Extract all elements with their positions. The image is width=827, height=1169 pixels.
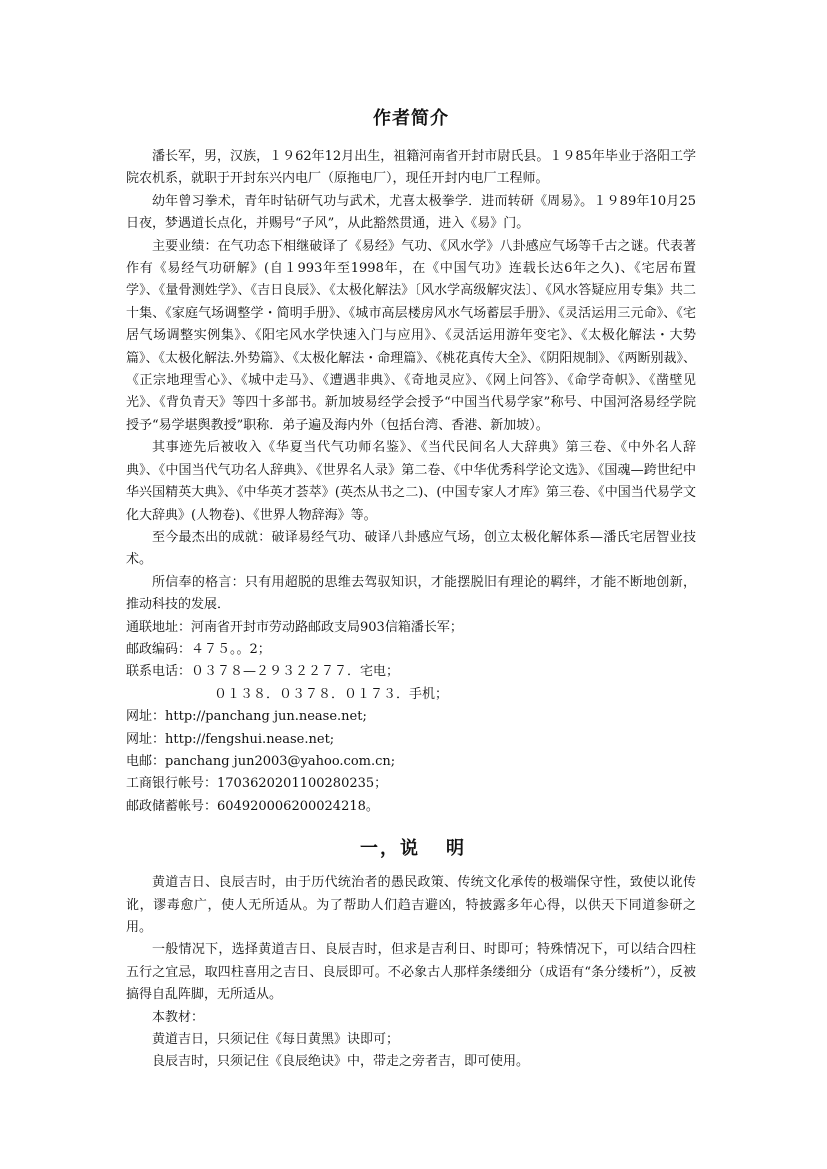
author-youth-paragraph: 幼年曾习拳术，青年时钻研气功与武术，尤喜太极拳学．进而转研《周易》。１９89年10月25日夜，梦遇道长点化，并赐号“子风”，从此豁然贯通，进入《易》门。	[126, 193, 696, 232]
contact-block	[126, 617, 696, 819]
contact-website-2: 网址：http://fengshui.nease.net;	[126, 731, 335, 747]
rule-lucky-hour: 良辰吉时，只须记住《良辰绝诀》中，带走之旁者吉，即可使用。	[152, 1054, 530, 1070]
section-title-part1: 一，说	[360, 838, 420, 860]
contact-email: 电邮：panchang jun2003@yahoo.com.cn;	[126, 753, 396, 769]
author-recognition-paragraph: 其事迹先后被收入《华夏当代气功师名鉴》、《当代民间名人大辞典》第三卷、《中外名人辞典》、《中国当代气功名人辞典》、《世界名人录》第二卷、《中华优秀科学论文选》、《国魂—跨世纪中华兴国精英大典》、《中华英才荟萃》(英杰从书之二)、(中国专家人才库》第三卷、《中国当代易学文化大辞典》(人物卷)、《世界人物辞海》等。	[126, 440, 696, 523]
contact-website-1: 网址：http://panchang jun.nease.net;	[126, 709, 367, 725]
section-title-explanation	[126, 834, 696, 860]
contact-address: 通联地址：河南省开封市劳动路邮政支局903信箱潘长军；	[126, 619, 463, 635]
explanation-paragraph-2: 一般情况下，选择黄道吉日、良辰吉时，但求是吉利日、时即可；特殊情况下，可以结合四柱五行之宜忌，取四柱喜用之吉日、良辰即可。不必象古人那样条缕细分（成语有“条分缕析”），反被搞得自乱阵脚，无所适从。	[126, 942, 696, 1003]
author-bio-paragraph: 潘长军，男，汉族，１９62年12月出生，祖籍河南省开封市尉氏县。１９85年毕业于洛阳工学院农机系，就职于开封东兴内电厂（原拖电厂），现任开封内电厂工程师。	[126, 149, 696, 187]
section-title-part2: 明	[446, 838, 466, 860]
author-motto-paragraph: 所信奉的格言：只有用超脱的思维去驾驭知识，才能摆脱旧有理论的羁绊，才能不断地创新，推动科技的发展．	[126, 574, 696, 613]
explanation-paragraph-1: 黄道吉日、良辰吉时，由于历代统治者的愚民政策、传统文化承传的极端保守性，致使以讹传讹，谬毒愈广，使人无所适从。为了帮助人们趋吉避凶，特披露多年心得，以供天下同道参研之用。	[126, 875, 696, 935]
document-page	[126, 104, 696, 1074]
contact-postcode: 邮政编码：４７５。。2；	[126, 641, 271, 657]
author-achievements-paragraph: 主要业绩：在气功态下相继破译了《易经》气功、《风水学》八卦感应气场等千古之谜。代表著作有《易经气功研解》(自１993年至1998年，在《中国气功》连载长达6年之久)、《宅居布置学》、《量骨测姓学》、《吉日良辰》、《太极化解法》〔风水学高级解灾法〕、《风水答疑应用专集》共二十集、《家庭气场调整学・简明手册》、《城市高层楼房风水气场蓄层手册》、《灵活运用三元命》、《宅居气场调整实例集》、《阳宅风水学快速入门与应用》、《灵活运用游年变宅》、《太极化解法・大势篇》、《太极化解法.外势篇》、《太极化解法・命理篇》、《桃花真传大全》、《阴阳规制》、《两断别裁》、《正宗地理雪心》、《城中走马》、《遭遇非典》、《奇地灵应》、《网上问答》、《命学奇帜》、《凿壁见光》、《背负青天》等四十多部书。新加坡易经学会授予“中国当代易学家”称号、中国河洛易经学院授予“易学堪舆教授”职称．弟子遍及海内外（包括台湾、香港、新加坡）。	[126, 238, 696, 433]
author-accomplishment-paragraph: 至今最杰出的成就：破译易经气功、破译八卦感应气场，创立太极化解体系—潘氏宅居智业技术。	[126, 529, 696, 568]
rule-lucky-day: 黄道吉日，只须记住《每日黄黑》诀即可；	[152, 1032, 400, 1048]
contact-icbc-account: 工商银行帐号：1703620201100280235；	[126, 776, 388, 792]
contact-phone-home: 联系电话：０３７８—２９３２２７７．宅电；	[126, 664, 400, 680]
page-title: 作者简介	[373, 108, 449, 129]
textbook-label: 本教材：	[152, 1009, 205, 1025]
contact-postal-account: 邮政储蓄帐号：604920006200024218。	[126, 798, 379, 814]
contact-phone-mobile: ０１３８．０３７８．０１７３．手机；	[214, 686, 449, 702]
